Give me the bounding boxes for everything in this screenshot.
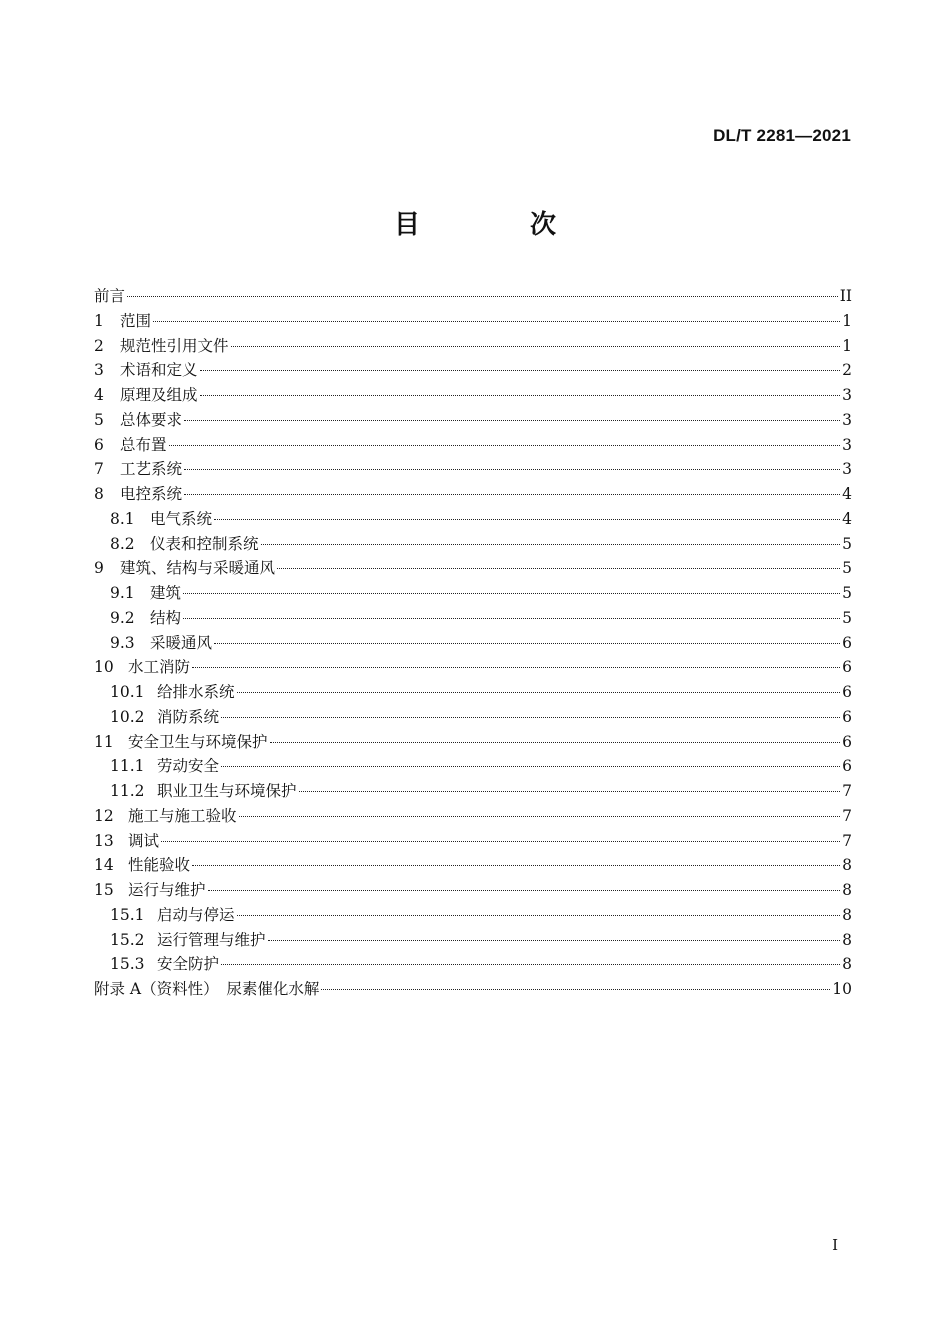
toc-entry-label: 施工与施工验收: [128, 806, 237, 825]
dot-leader: [231, 346, 841, 347]
toc-entry-label: 附录 A（资料性） 尿素催化水解: [94, 980, 320, 998]
toc-entry-page: 3: [842, 435, 852, 454]
dot-leader: [221, 766, 840, 767]
toc-entry-page: II: [839, 287, 852, 305]
toc-entry-page: 1: [842, 311, 852, 330]
dot-leader: [184, 469, 840, 470]
toc-entry-label: 仪表和控制系统: [150, 534, 259, 553]
toc-entry[interactable]: [94, 829, 852, 854]
toc-entry-page: 5: [842, 584, 852, 602]
toc-entry-number: 8.2: [110, 534, 135, 553]
toc-entry-label: 工艺系统: [120, 460, 183, 479]
toc-entry-page: 6: [842, 658, 852, 677]
toc-entry-number: 8.1: [110, 509, 135, 528]
dot-leader: [237, 692, 841, 693]
toc-entry-number: 15.1: [110, 905, 145, 924]
toc-entry[interactable]: [94, 754, 852, 779]
toc-entry[interactable]: [94, 952, 852, 977]
dot-leader: [161, 841, 840, 842]
toc-entry-label: 劳动安全: [157, 757, 220, 776]
toc-entry-page: 6: [842, 633, 852, 652]
toc-entry[interactable]: [94, 309, 852, 334]
toc-entry-number: 10.2: [110, 707, 145, 726]
toc-entry-label: 术语和定义: [120, 361, 198, 380]
toc-entry[interactable]: [94, 903, 852, 928]
toc-entry-number: 8: [94, 485, 104, 503]
toc-entry[interactable]: [94, 532, 852, 557]
toc-entry-number: 11: [94, 732, 114, 751]
dot-leader: [127, 296, 838, 297]
toc-entry[interactable]: [94, 606, 852, 631]
toc-entry-number: 15.2: [110, 930, 145, 949]
toc-entry[interactable]: [94, 383, 852, 408]
toc-entry-number: 1: [94, 311, 104, 330]
toc-entry-number: 15: [94, 881, 114, 899]
toc-entry[interactable]: [94, 655, 852, 680]
toc-entry-label: 总布置: [120, 435, 167, 454]
toc-entry-label: 调试: [128, 831, 160, 850]
toc-entry-number: 12: [94, 806, 114, 825]
toc-entry-page: 8: [842, 881, 852, 899]
toc-entry-page: 1: [842, 336, 852, 355]
toc-entry-label: 前言: [94, 287, 126, 305]
toc-entry-page: 5: [842, 559, 852, 578]
toc-title: 目 次: [393, 210, 598, 240]
toc-entry-page: 6: [842, 707, 852, 726]
toc-entry-number: 9.1: [110, 584, 135, 602]
toc-entry-label: 电气系统: [150, 509, 213, 528]
dot-leader: [321, 989, 830, 990]
toc-entry-number: 13: [94, 831, 114, 850]
toc-entry-label: 建筑: [150, 584, 182, 602]
toc-entry-label: 运行与维护: [128, 881, 206, 899]
toc-entry[interactable]: [94, 334, 852, 359]
toc-entry-label: 水工消防: [128, 658, 191, 677]
toc-entry-page: 6: [842, 757, 852, 776]
dot-leader: [299, 791, 841, 792]
toc-entry[interactable]: [94, 853, 852, 878]
dot-leader: [261, 544, 841, 545]
toc-entry-number: 9: [94, 559, 104, 578]
toc-entry-label: 职业卫生与环境保护: [157, 782, 297, 800]
toc-entry-number: 15.3: [110, 955, 145, 974]
toc-entry-page: 6: [842, 683, 852, 701]
toc-entry-label: 安全卫生与环境保护: [128, 732, 268, 751]
toc-entry[interactable]: [94, 457, 852, 482]
toc-entry[interactable]: [94, 730, 852, 755]
toc-entry[interactable]: [94, 878, 852, 903]
toc-entry[interactable]: [94, 408, 852, 433]
toc-entry[interactable]: [94, 977, 852, 1002]
dot-leader: [221, 964, 840, 965]
toc-entry-number: 9.2: [110, 608, 135, 627]
dot-leader: [183, 618, 840, 619]
toc-entry-page: 5: [842, 534, 852, 553]
toc-entry-label: 给排水系统: [157, 683, 235, 701]
toc-entry[interactable]: [94, 482, 852, 507]
dot-leader: [184, 420, 840, 421]
dot-leader: [214, 643, 840, 644]
toc-entry[interactable]: [94, 284, 852, 309]
toc-entry-label: 运行管理与维护: [157, 930, 266, 949]
toc-entry-number: 11.2: [110, 782, 145, 800]
toc-entry-label: 采暖通风: [150, 633, 213, 652]
toc-entry-label: 性能验收: [128, 856, 191, 875]
toc-entry-label: 消防系统: [157, 707, 220, 726]
toc-entry-number: 11.1: [110, 757, 145, 776]
dot-leader: [192, 667, 840, 668]
toc-entry[interactable]: [94, 804, 852, 829]
toc-entry-page: 6: [842, 732, 852, 751]
toc-entry-number: 7: [94, 460, 104, 479]
toc-entry-label: 规范性引用文件: [120, 336, 229, 355]
toc-entry-page: 7: [842, 782, 852, 800]
table-of-contents: [94, 284, 852, 1002]
toc-entry-page: 3: [842, 410, 852, 429]
document-code: DL/T 2281—2021: [713, 126, 851, 145]
toc-entry-number: 10.1: [110, 683, 145, 701]
toc-entry[interactable]: [94, 358, 852, 383]
toc-entry-label: 电控系统: [120, 485, 183, 503]
toc-entry-page: 3: [842, 460, 852, 479]
toc-entry-page: 7: [842, 806, 852, 825]
toc-entry-page: 8: [842, 905, 852, 924]
toc-entry-page: 7: [842, 831, 852, 850]
dot-leader: [277, 568, 840, 569]
toc-entry-number: 9.3: [110, 633, 135, 652]
toc-entry-page: 2: [842, 361, 852, 380]
toc-entry[interactable]: [94, 556, 852, 581]
dot-leader: [183, 593, 840, 594]
toc-entry-number: 10: [94, 658, 114, 677]
dot-leader: [237, 915, 841, 916]
toc-entry-number: 6: [94, 435, 104, 454]
dot-leader: [270, 742, 841, 743]
toc-entry-page: 8: [842, 856, 852, 875]
toc-entry[interactable]: [94, 680, 852, 705]
dot-leader: [200, 395, 841, 396]
toc-entry-label: 启动与停运: [157, 905, 235, 924]
dot-leader: [169, 445, 841, 446]
dot-leader: [221, 717, 840, 718]
toc-entry[interactable]: [94, 507, 852, 532]
toc-entry-label: 原理及组成: [120, 386, 198, 404]
toc-entry-page: 4: [842, 509, 852, 528]
dot-leader: [268, 940, 841, 941]
toc-entry-label: 结构: [150, 608, 182, 627]
dot-leader: [208, 890, 841, 891]
toc-entry-page: 10: [832, 980, 852, 998]
toc-entry-number: 2: [94, 336, 104, 355]
toc-entry-label: 总体要求: [120, 410, 183, 429]
toc-entry-page: 8: [842, 955, 852, 974]
toc-entry[interactable]: [94, 705, 852, 730]
toc-entry-number: 14: [94, 856, 114, 875]
toc-entry[interactable]: [94, 928, 852, 953]
toc-entry-number: 3: [94, 361, 104, 380]
page-number: I: [832, 1236, 838, 1254]
toc-entry[interactable]: [94, 779, 852, 804]
toc-entry[interactable]: [94, 433, 852, 458]
toc-entry-page: 3: [842, 386, 852, 404]
toc-entry-page: 4: [842, 485, 852, 503]
toc-entry[interactable]: [94, 631, 852, 656]
toc-entry-number: 5: [94, 410, 104, 429]
dot-leader: [192, 865, 840, 866]
dot-leader: [214, 519, 840, 520]
toc-entry-page: 5: [842, 608, 852, 627]
dot-leader: [184, 494, 840, 495]
toc-entry-page: 8: [842, 930, 852, 949]
toc-entry-number: 4: [94, 386, 104, 404]
dot-leader: [239, 816, 841, 817]
toc-entry-label: 建筑、结构与采暖通风: [120, 559, 276, 578]
toc-entry-label: 范围: [120, 311, 152, 330]
toc-entry-label: 安全防护: [157, 955, 220, 974]
dot-leader: [200, 370, 841, 371]
dot-leader: [153, 321, 840, 322]
toc-entry[interactable]: [94, 581, 852, 606]
